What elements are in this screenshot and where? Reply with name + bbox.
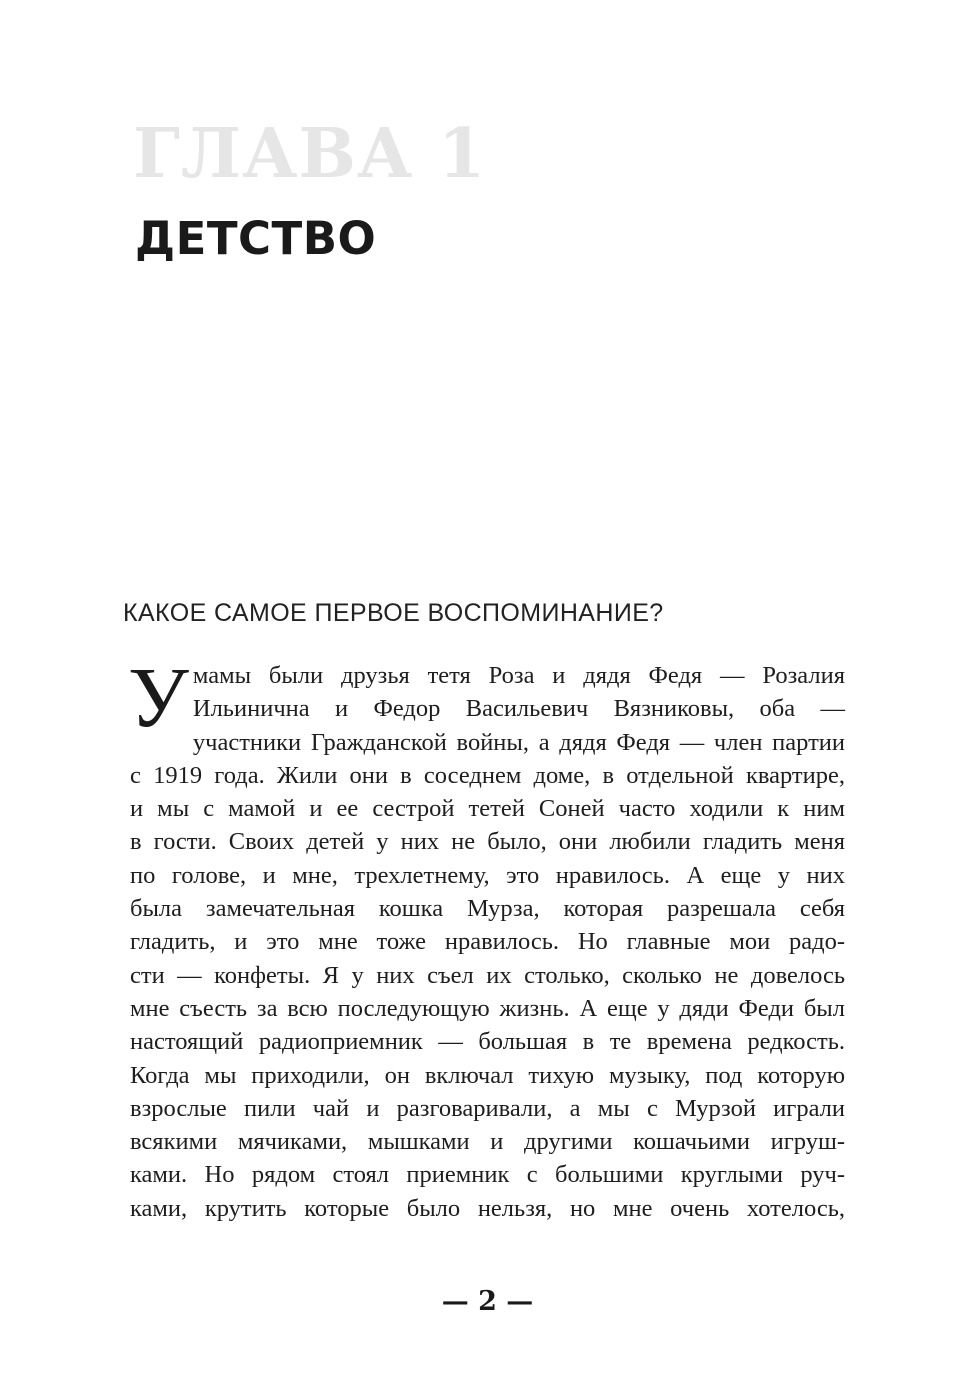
drop-cap: У xyxy=(128,649,189,745)
text-line: по голове, и мне, трехлетнему, это нравилось. А еще у них xyxy=(130,861,845,889)
text-line: мне съесть за всю последующую жизнь. А еще у дяди Феди был xyxy=(130,994,845,1022)
text-line: сти — конфеты. Я у них съел их столько, сколько не довелось xyxy=(130,961,845,989)
text-line: с 1919 года. Жили они в соседнем доме, в отдельной квартире, xyxy=(130,761,845,789)
text-line: мамы были друзья тетя Роза и дядя Федя — Розалия xyxy=(192,662,845,689)
text-line: взрослые пили чай и разговаривали, а мы с Мурзой играли xyxy=(130,1094,845,1122)
page-number: — 2 — xyxy=(441,1286,534,1317)
chapter-title: ДЕТСТВО xyxy=(135,212,377,265)
text-line: была замечательная кошка Мурза, которая разрешала себя xyxy=(130,895,845,923)
text-line: настоящий радиоприемник — большая в те времена редкость. xyxy=(130,1028,845,1056)
body-text xyxy=(128,649,845,1225)
text-line: гладить, и это мне тоже нравилось. Но главные мои радо- xyxy=(130,928,845,956)
text-line: ками. Но рядом стоял приемник с большими круглыми руч- xyxy=(130,1161,845,1189)
text-line: участники Гражданской войны, а дядя Федя — член партии xyxy=(192,728,845,756)
section-heading: КАКОЕ САМОЕ ПЕРВОЕ ВОСПОМИНАНИЕ? xyxy=(123,599,664,627)
text-line: Ильинична и Федор Васильевич Вязниковы, оба — xyxy=(192,695,845,723)
text-line: и мы с мамой и ее сестрой тетей Соней часто ходили к ним xyxy=(130,795,845,823)
text-line: Когда мы приходили, он включал тихую музыку, под которую xyxy=(130,1061,845,1089)
text-line: в гости. Своих детей у них не было, они любили гладить меня xyxy=(130,828,845,856)
text-line: всякими мячиками, мышками и другими кошачьими игруш- xyxy=(130,1128,845,1156)
chapter-number: ГЛАВА 1 xyxy=(133,114,487,194)
text-line: ками, крутить которые было нельзя, но мне очень хотелось, xyxy=(130,1194,845,1222)
